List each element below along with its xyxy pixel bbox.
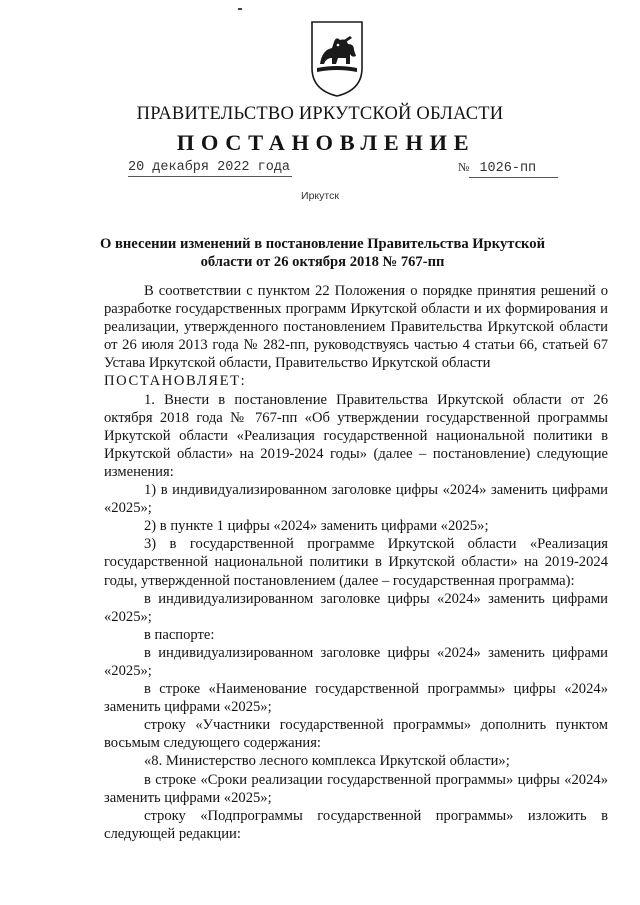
paragraph: в строке «Сроки реализации государственной программы» цифры «2024» заменить цифрами «2025»; (104, 771, 608, 806)
document-date: 20 декабря 2022 года (128, 160, 291, 175)
scan-speck (238, 8, 242, 10)
title-line: области от 26 октября 2018 № 767-пп (200, 254, 445, 270)
paragraph: строку «Подпрограммы государственной программы» изложить в следующей редакции: (104, 807, 608, 842)
government-name: ПРАВИТЕЛЬСТВО ИРКУТСКОЙ ОБЛАСТИ (136, 104, 504, 124)
city-name: Иркутск (301, 190, 339, 202)
paragraph: 2) в пункте 1 цифры «2024» заменить цифрами «2025»; (144, 518, 489, 535)
paragraph: 1) в индивидуализированном заголовке цифры «2024» заменить цифрами «2025»; (104, 482, 608, 517)
document-title (100, 235, 545, 271)
paragraph: 1. Внести в постановление Правительства Иркутской области от 26 октября 2018 года № 767-пп «Об утверждении государственной программы Иркутской области «Реализация государственной национальной политики в Иркутской области» на 2019-2024 годы» (далее – постановление) следующие изменения: (104, 391, 608, 480)
document-body (104, 282, 608, 843)
number-sign: № (458, 160, 470, 174)
coat-of-arms-icon (310, 20, 364, 98)
paragraph: в индивидуализированном заголовке цифры «2024» заменить цифрами «2025»; (104, 590, 608, 625)
paragraph: в строке «Наименование государственной программы» цифры «2024» заменить цифрами «2025»; (104, 681, 608, 716)
document-type: ПОСТАНОВЛЕНИЕ (176, 130, 476, 155)
title-line: О внесении изменений в постановление Правительства Иркутской (100, 236, 545, 252)
paragraph: 3) в государственной программе Иркутской области «Реализация государственной национальной политики в Иркутской области» на 2019-2024 годы, утвержденной постановлением (далее – государственная программа): (104, 536, 608, 589)
paragraph: «8. Министерство лесного комплекса Иркутской области»; (144, 753, 510, 770)
paragraph: строку «Участники государственной программы» дополнить пунктом восьмым следующего содержания: (104, 717, 608, 752)
document-number: 1026-пп (469, 161, 558, 178)
document-number-block (458, 160, 558, 178)
paragraph: в паспорте: (144, 626, 215, 643)
decree-word: ПОСТАНОВЛЯЕТ: (104, 373, 247, 390)
paragraph: в индивидуализированном заголовке цифры «2024» заменить цифрами «2025»; (104, 644, 608, 679)
paragraph: В соответствии с пунктом 22 Положения о порядке принятия решений о разработке государственных программ Иркутской области и их формирования и реализации, утвержденного постановлением Правительства Иркутской области от 26 июля 2013 года № 282-пп, руководствуясь частью 4 статьи 66, статьей 67 Устава Иркутской области, Правительство Иркутской области (104, 283, 608, 372)
